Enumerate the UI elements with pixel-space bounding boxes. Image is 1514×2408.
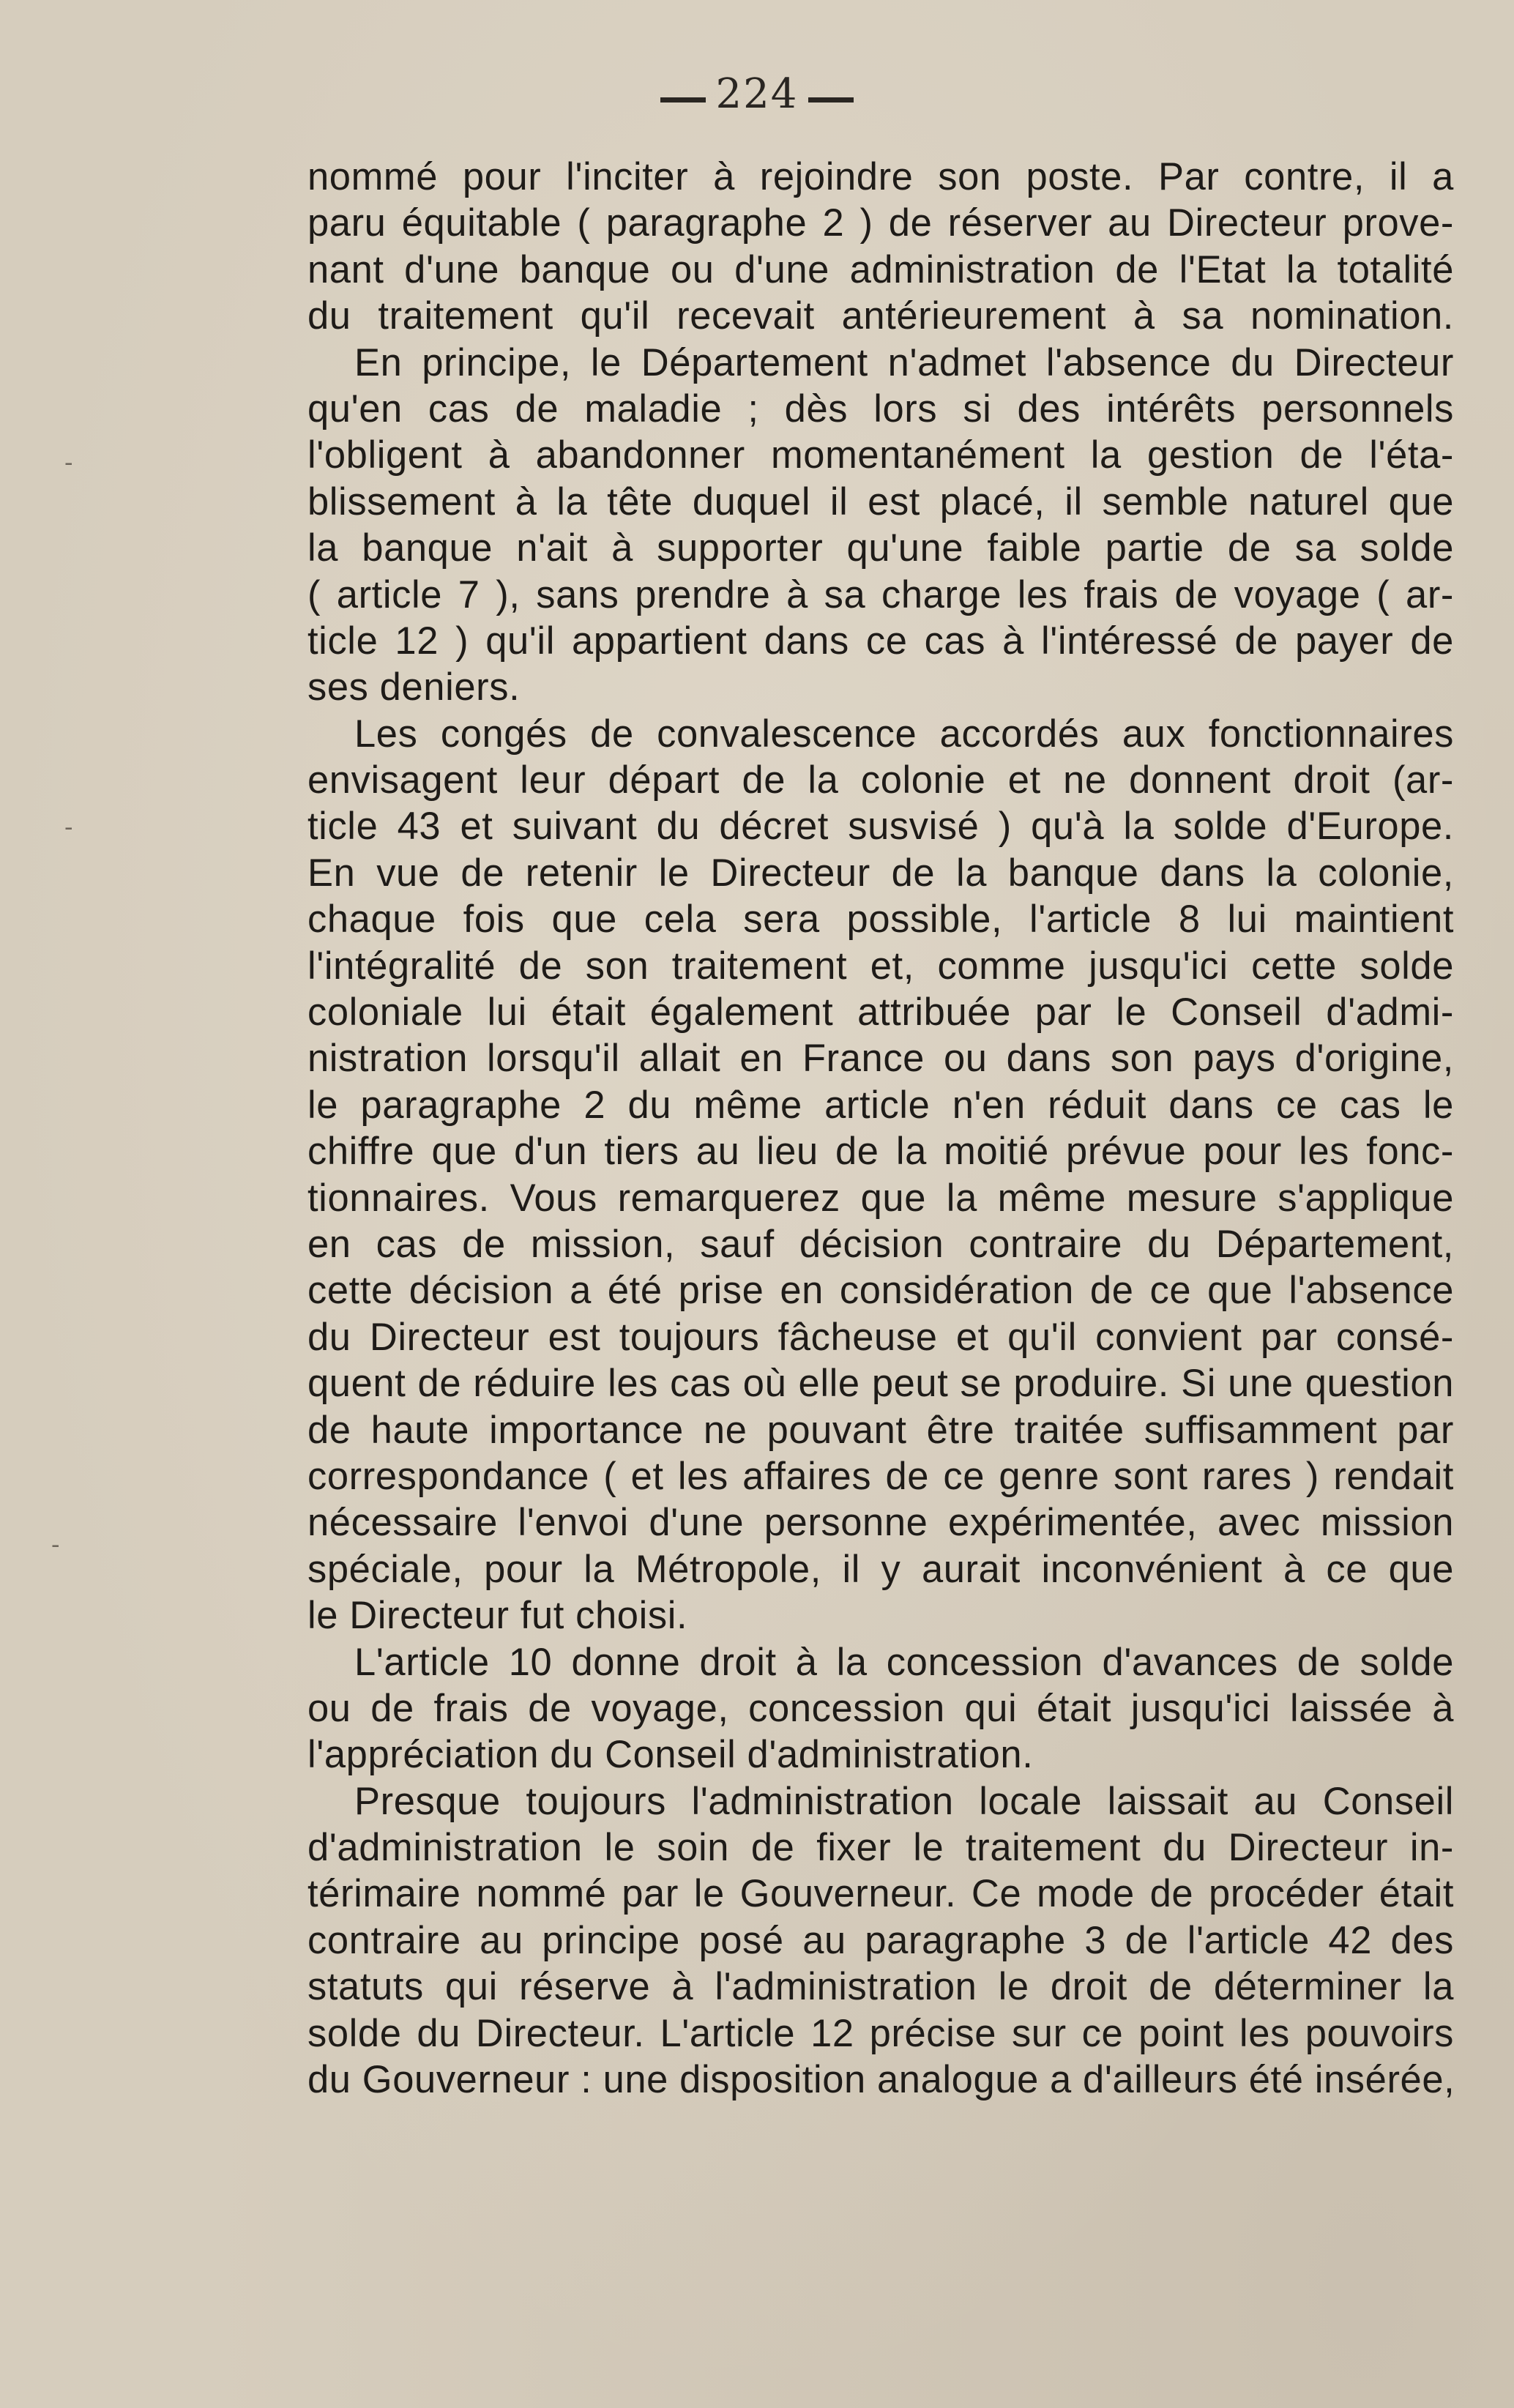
- text-line: L'article 10 donne droit à la concession d'avances de solde: [354, 1640, 1454, 1684]
- text-line: Les congés de convalescence accordés aux fonctionnaires: [354, 712, 1454, 756]
- text-line: solde du Directeur. L'article 12 précise sur ce point les pouvoirs: [307, 2011, 1454, 2055]
- text-line: térimaire nommé par le Gouverneur. Ce mode de procéder était: [307, 1872, 1454, 1916]
- text-line: nécessaire l'envoi d'une personne expérimentée, avec mission: [307, 1501, 1454, 1545]
- text-line: cette décision a été prise en considération de ce que l'absence: [307, 1269, 1454, 1313]
- text-line: nommé pour l'inciter à rejoindre son poste. Par contre, il a: [307, 155, 1454, 198]
- text-line: en cas de mission, sauf décision contraire du Département,: [307, 1222, 1454, 1266]
- text-line: ticle 43 et suivant du décret susvisé ) qu'à la solde d'Europe.: [307, 805, 1454, 849]
- text-line: du Directeur est toujours fâcheuse et qu'il convient par consé-: [307, 1315, 1454, 1359]
- text-line: chaque fois que cela sera possible, l'article 8 lui maintient: [307, 898, 1454, 942]
- dash-right: [808, 97, 854, 102]
- text-line: la banque n'ait à supporter qu'une faible partie de sa solde: [307, 526, 1454, 570]
- text-line: de haute importance ne pouvant être traitée suffisamment par: [307, 1408, 1454, 1452]
- text-line: qu'en cas de maladie ; dès lors si des intérêts personnels: [307, 387, 1454, 430]
- text-line: le paragraphe 2 du même article n'en réduit dans ce cas le: [307, 1083, 1454, 1127]
- text-line: nistration lorsqu'il allait en France ou dans son pays d'origine,: [307, 1037, 1454, 1081]
- text-line: blissement à la tête duquel il est placé, il semble naturel que: [307, 480, 1454, 523]
- text-line: l'obligent à abandonner momentanément la gestion de l'éta-: [307, 433, 1454, 477]
- margin-tick: -: [64, 813, 73, 842]
- text-line: contraire au principe posé au paragraphe 3 de l'article 42 des: [307, 1918, 1454, 1962]
- text-line: En vue de retenir le Directeur de la banque dans la colonie,: [307, 851, 1454, 895]
- text-line: coloniale lui était également attribuée par le Conseil d'admi-: [307, 991, 1454, 1035]
- text-line: ou de frais de voyage, concession qui était jusqu'ici laissée à: [307, 1686, 1454, 1730]
- text-line: correspondance ( et les affaires de ce genre sont rares ) rendait: [307, 1454, 1454, 1498]
- text-line: ( article 7 ), sans prendre à sa charge les frais de voyage ( ar-: [307, 573, 1454, 616]
- text-line: quent de réduire les cas où elle peut se produire. Si une question: [307, 1362, 1454, 1406]
- text-line: Presque toujours l'administration locale laissait au Conseil: [354, 1779, 1454, 1823]
- text-line: d'administration le soin de fixer le traitement du Directeur in-: [307, 1826, 1454, 1870]
- page-number: [0, 70, 1514, 118]
- text-line: du Gouverneur : une disposition analogue a d'ailleurs été insérée,: [307, 2058, 1455, 2102]
- text-line: du traitement qu'il recevait antérieurement à sa nomination.: [307, 294, 1454, 338]
- text-line: spéciale, pour la Métropole, il y aurait inconvénient à ce que: [307, 1547, 1454, 1591]
- text-line: tionnaires. Vous remarquerez que la même mesure s'applique: [307, 1176, 1454, 1220]
- text-line: nant d'une banque ou d'une administration de l'Etat la totalité: [307, 247, 1454, 291]
- margin-tick: -: [51, 1530, 60, 1559]
- text-line: ses deniers.: [307, 666, 521, 709]
- text-line: ticle 12 ) qu'il appartient dans ce cas à l'intéressé de payer de: [307, 619, 1454, 663]
- body-text: [307, 154, 1454, 2103]
- margin-tick: -: [64, 448, 73, 477]
- text-line: le Directeur fut choisi.: [307, 1594, 688, 1638]
- text-line: En principe, le Département n'admet l'absence du Directeur: [354, 340, 1454, 384]
- text-line: paru équitable ( paragraphe 2 ) de réserver au Directeur prove-: [307, 201, 1454, 245]
- text-line: envisagent leur départ de la colonie et ne donnent droit (ar-: [307, 758, 1454, 802]
- text-line: statuts qui réserve à l'administration le droit de déterminer la: [307, 1965, 1454, 2009]
- text-line: chiffre que d'un tiers au lieu de la moitié prévue pour les fonc-: [307, 1130, 1454, 1174]
- text-line: l'intégralité de son traitement et, comme jusqu'ici cette solde: [307, 944, 1454, 988]
- dash-left: [660, 97, 706, 102]
- page-number-text: 224: [715, 70, 799, 118]
- text-line: l'appréciation du Conseil d'administration.: [307, 1733, 1034, 1777]
